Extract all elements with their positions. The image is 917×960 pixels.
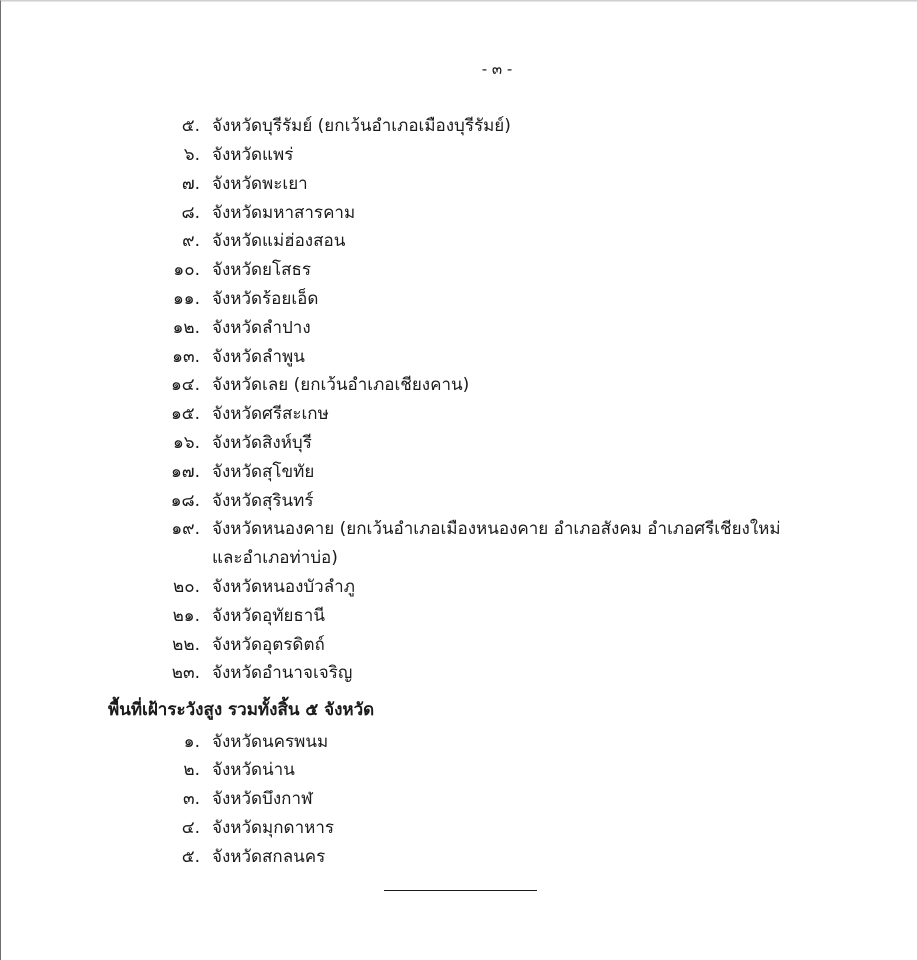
list-item-text: จังหวัดลำปาง: [212, 318, 311, 338]
section-heading: พื้นที่เฝ้าระวังสูง รวมทั้งสิ้น ๕ จังหวัด: [108, 700, 375, 720]
list-item-number: ๖.: [183, 145, 200, 165]
list-item-text: จังหวัดลำพูน: [212, 347, 305, 367]
list-item-text: จังหวัดอุตรดิตถ์: [212, 635, 325, 655]
list-item-number: ๓.: [182, 789, 200, 809]
list-item-number: ๑๔.: [170, 375, 200, 395]
list-item-number: ๑๗.: [171, 462, 200, 482]
list-item-text: จังหวัดนครพนม: [212, 732, 329, 752]
list-item-number: ๑๖.: [173, 433, 200, 453]
list-item-number: ๒.: [183, 760, 200, 780]
list-item-number: ๔.: [181, 818, 200, 838]
list-item-number: ๘.: [181, 203, 200, 223]
end-rule: [384, 890, 537, 891]
list-item-text: จังหวัดแม่ฮ่องสอน: [212, 231, 346, 251]
list-item-text: จังหวัดหนองบัวลำภู: [212, 577, 355, 597]
list-item-text: จังหวัดเลย (ยกเว้นอำเภอเชียงคาน): [212, 375, 470, 395]
list-item-number: ๑๘.: [170, 491, 200, 511]
list-item-text: จังหวัดสกลนคร: [212, 847, 326, 867]
list-item-text: จังหวัดอุทัยธานี: [212, 606, 325, 626]
list-item-number: ๑๓.: [172, 347, 200, 367]
list-item-continuation: และอำเภอท่าบ่อ): [212, 548, 338, 568]
list-item-number: ๕.: [181, 847, 200, 867]
page-number: - ๓ -: [481, 60, 513, 78]
list-item-text: จังหวัดหนองคาย (ยกเว้นอำเภอเมืองหนองคาย อำเภอสังคม อำเภอศรีเชียงใหม่: [212, 519, 781, 539]
list-item-text: จังหวัดบุรีรัมย์ (ยกเว้นอำเภอเมืองบุรีรัมย์): [212, 116, 511, 136]
list-item-text: จังหวัดพะเยา: [212, 174, 308, 194]
list-item-number: ๕.: [181, 116, 200, 136]
list-item-text: จังหวัดมหาสารคาม: [212, 203, 356, 223]
list-item-number: ๑๑.: [173, 289, 200, 309]
list-item-text: จังหวัดยโสธร: [212, 260, 312, 280]
list-item-number: ๒๓.: [171, 663, 200, 683]
list-item-number: ๑๕.: [170, 404, 200, 424]
list-item-text: จังหวัดน่าน: [212, 760, 295, 780]
list-item-text: จังหวัดสิงห์บุรี: [212, 433, 312, 453]
list-item-text: จังหวัดอำนาจเจริญ: [212, 663, 353, 683]
list-item-text: จังหวัดมุกดาหาร: [212, 818, 335, 838]
list-item-number: ๑๙.: [171, 519, 200, 539]
list-item-text: จังหวัดบึงกาฬ: [212, 789, 313, 809]
list-item-text: จังหวัดศรีสะเกษ: [212, 404, 329, 424]
list-item-number: ๑.: [183, 732, 200, 752]
list-item-text: จังหวัดแพร่: [212, 145, 294, 165]
list-item-text: จังหวัดสุโขทัย: [212, 462, 315, 482]
list-item-text: จังหวัดร้อยเอ็ด: [212, 289, 319, 309]
list-item-number: ๑๒.: [172, 318, 200, 338]
list-item-number: ๗.: [181, 174, 200, 194]
list-item-number: ๒๒.: [172, 635, 200, 655]
list-item-number: ๒๐.: [173, 577, 200, 597]
list-item-number: ๒๑.: [172, 606, 200, 626]
list-item-text: จังหวัดสุรินทร์: [212, 491, 314, 511]
list-item-number: ๙.: [182, 231, 200, 251]
list-item-number: ๑๐.: [173, 260, 200, 280]
